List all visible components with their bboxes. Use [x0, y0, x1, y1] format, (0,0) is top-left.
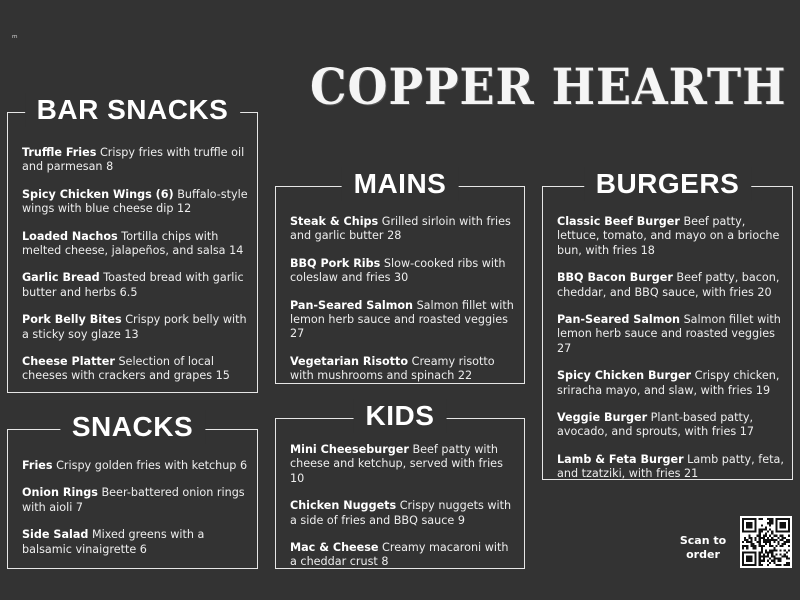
menu-item-name: Truffle Fries	[22, 146, 97, 159]
menu-item-name: Garlic Bread	[22, 271, 100, 285]
menu-item-description: Beef patty, lettuce, tomato, and mayo on a brioche bun, with fries 18	[557, 215, 780, 257]
menu-item-description: Toasted bread with garlic butter and herbs 6.5	[22, 271, 244, 299]
menu-item-description: Salmon fillet with lemon herb sauce and roasted veggies 27	[290, 298, 514, 341]
menu-item	[22, 230, 251, 259]
menu-item-name: Mini Cheeseburger	[290, 443, 409, 456]
menu-item	[290, 541, 518, 570]
section-kids	[275, 400, 525, 569]
menu-item	[22, 486, 251, 515]
menu-item-name: Veggie Burger	[557, 411, 648, 425]
menu-item-description: Selection of local cheeses with crackers and grapes 15	[22, 355, 230, 383]
menu-item-description: Grilled sirloin with fries and garlic butter 28	[290, 215, 511, 243]
section-title-kids: KIDS	[354, 399, 447, 433]
menu-item-description: Tortilla chips with melted cheese, jalapeños, and salsa 14	[22, 229, 244, 258]
menu-item-name: Pork Belly Bites	[22, 313, 122, 327]
section-title-snacks: SNACKS	[60, 410, 205, 444]
menu-item	[22, 528, 251, 557]
menu-item	[290, 443, 518, 486]
corner-mark: ᵐ	[12, 34, 18, 44]
menu-item-description: Plant-based patty, avocado, and sprouts, with fries 17	[557, 411, 754, 439]
menu-item-name: Spicy Chicken Wings (6)	[22, 187, 174, 201]
menu-item-name: Mac & Cheese	[290, 541, 379, 555]
qr-code-icon[interactable]	[740, 516, 792, 568]
menu-item-name: Vegetarian Risotto	[290, 354, 409, 368]
menu-item-description: Crispy pork belly with a sticky soy glaze 13	[22, 313, 247, 341]
menu-item	[22, 271, 251, 300]
menu-item-name: Spicy Chicken Burger	[557, 369, 692, 383]
menu-list-bar-snacks	[22, 146, 251, 384]
menu-list-snacks	[22, 459, 251, 557]
menu-item-name: Cheese Platter	[22, 355, 115, 369]
menu-item	[22, 188, 251, 217]
menu-item-name: Pan-Seared Salmon	[557, 313, 681, 327]
menu-item-description: Slow-cooked ribs with coleslaw and fries 30	[290, 256, 506, 285]
menu-item	[557, 411, 786, 440]
menu-item-description: Salmon fillet with lemon herb sauce and roasted veggies 27	[557, 313, 781, 355]
menu-item-name: Lamb & Feta Burger	[557, 452, 684, 466]
menu-item-name: Steak & Chips	[290, 215, 379, 228]
menu-list-mains	[290, 215, 518, 384]
menu-item	[22, 313, 251, 342]
menu-item	[557, 271, 786, 300]
section-snacks	[7, 411, 258, 569]
menu-list-burgers	[557, 215, 786, 482]
menu-item	[290, 257, 518, 286]
section-title-mains: MAINS	[342, 167, 459, 201]
menu-item	[290, 355, 518, 384]
scan-to-order-label: Scan to order	[679, 534, 727, 561]
menu-item	[22, 355, 251, 384]
menu-item-description: Crispy chicken, sriracha mayo, and slaw, with fries 19	[557, 369, 780, 397]
menu-item	[557, 453, 786, 482]
section-title-bar-snacks: BAR SNACKS	[25, 93, 241, 127]
menu-item-description: Mixed greens with a balsamic vinaigrette 6	[22, 528, 205, 556]
section-bar-snacks	[7, 94, 258, 393]
menu-item	[557, 369, 786, 398]
menu-item-name: Classic Beef Burger	[557, 215, 680, 228]
menu-item-description: Beef patty, bacon, cheddar, and BBQ sauce, with fries 20	[557, 271, 780, 299]
menu-item	[290, 215, 518, 244]
menu-item-name: Onion Rings	[22, 486, 98, 500]
menu-item-description: Creamy macaroni with a cheddar crust 8	[290, 541, 509, 569]
menu-item-name: Side Salad	[22, 528, 89, 542]
menu-item	[557, 215, 786, 258]
menu-item-name: Pan-Seared Salmon	[290, 298, 414, 312]
menu-item-description: Creamy risotto with mushrooms and spinach 22	[290, 354, 495, 383]
menu-item-description: Crispy nuggets with a side of fries and BBQ sauce 9	[290, 499, 512, 527]
menu-item	[22, 459, 251, 473]
menu-item	[557, 313, 786, 356]
menu-item	[290, 299, 518, 342]
menu-item-description: Crispy fries with truffle oil and parmesan 8	[22, 146, 245, 174]
menu-item-description: Beer-battered onion rings with aioli 7	[22, 486, 245, 514]
section-burgers	[542, 168, 793, 481]
menu-item	[290, 499, 518, 528]
section-title-burgers: BURGERS	[584, 167, 752, 201]
menu-item-description: Crispy golden fries with ketchup 6	[56, 459, 248, 472]
menu-item-name: Chicken Nuggets	[290, 499, 397, 513]
menu-item-description: Beef patty with cheese and ketchup, served with fries 10	[290, 443, 503, 485]
menu-item-name: BBQ Pork Ribs	[290, 256, 381, 270]
menu-list-kids	[290, 443, 518, 570]
menu-item-name: Loaded Nachos	[22, 229, 118, 243]
menu-item-name: BBQ Bacon Burger	[557, 271, 673, 285]
menu-item-description: Buffalo-style wings with blue cheese dip 12	[22, 187, 248, 216]
menu-item-description: Lamb patty, feta, and tzatziki, with fries 21	[557, 452, 784, 481]
restaurant-logo-title: COPPER HEARTH	[310, 57, 787, 116]
menu-item	[22, 146, 251, 175]
section-mains	[275, 168, 525, 384]
menu-item-name: Fries	[22, 459, 53, 472]
